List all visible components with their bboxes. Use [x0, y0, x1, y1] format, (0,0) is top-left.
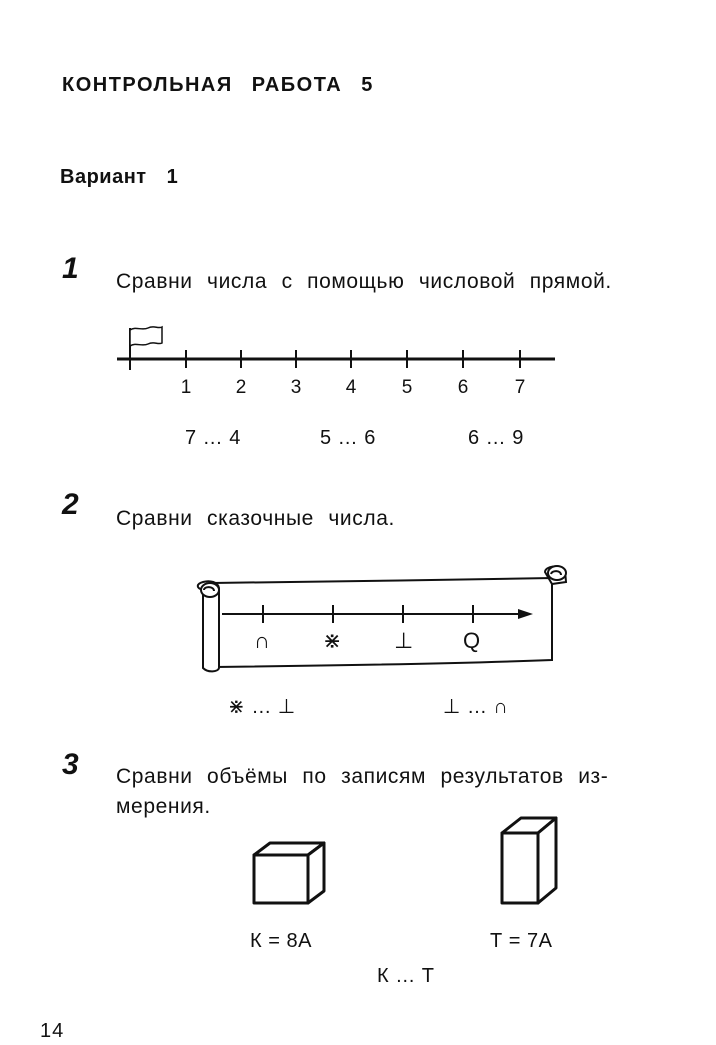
- tick-label-7: 7: [514, 377, 526, 398]
- cube-volume-label: К = 8А: [250, 930, 312, 952]
- page-number: 14: [40, 1020, 65, 1042]
- fairy-symbol-3: ⊥: [394, 628, 414, 653]
- variant-heading: Вариант 1: [60, 166, 179, 188]
- fairy-symbol-4: Q: [463, 628, 481, 653]
- page-title: КОНТРОЛЬНАЯ РАБОТА 5: [62, 74, 374, 96]
- task-2-comparison-1: ⋇ … ⊥: [228, 696, 296, 718]
- fairy-symbol-2: ⋇: [323, 628, 342, 653]
- task-2-number: 2: [62, 488, 79, 521]
- box-volume-label: Т = 7А: [490, 930, 553, 952]
- task-2-comparison-2: ⊥ … ∩: [443, 696, 509, 718]
- task-1-comparison-3: 6 … 9: [468, 427, 524, 449]
- cube-icon: [254, 843, 324, 903]
- tall-box-icon: [502, 818, 556, 903]
- task-3-text-line-1: Сравни объёмы по записям результатов из-: [116, 765, 609, 788]
- tick-label-3: 3: [290, 377, 302, 398]
- task-3-comparison: К … Т: [377, 965, 435, 987]
- tick-label-5: 5: [401, 377, 413, 398]
- task-1-number: 1: [62, 252, 79, 285]
- task-1-comparison-1: 7 … 4: [185, 427, 241, 449]
- task-1-comparison-2: 5 … 6: [320, 427, 376, 449]
- fairy-symbol-1: ∩: [254, 628, 271, 653]
- tick-label-2: 2: [235, 377, 247, 398]
- tick-label-1: 1: [180, 377, 192, 398]
- tick-label-4: 4: [345, 377, 357, 398]
- task-3-number: 3: [62, 748, 79, 781]
- task-3-text-line-2: мерения.: [116, 795, 211, 818]
- task-2-text: Сравни сказочные числа.: [116, 507, 395, 530]
- task-1-text: Сравни числа с помощью числовой прямой.: [116, 270, 612, 293]
- tick-label-6: 6: [457, 377, 469, 398]
